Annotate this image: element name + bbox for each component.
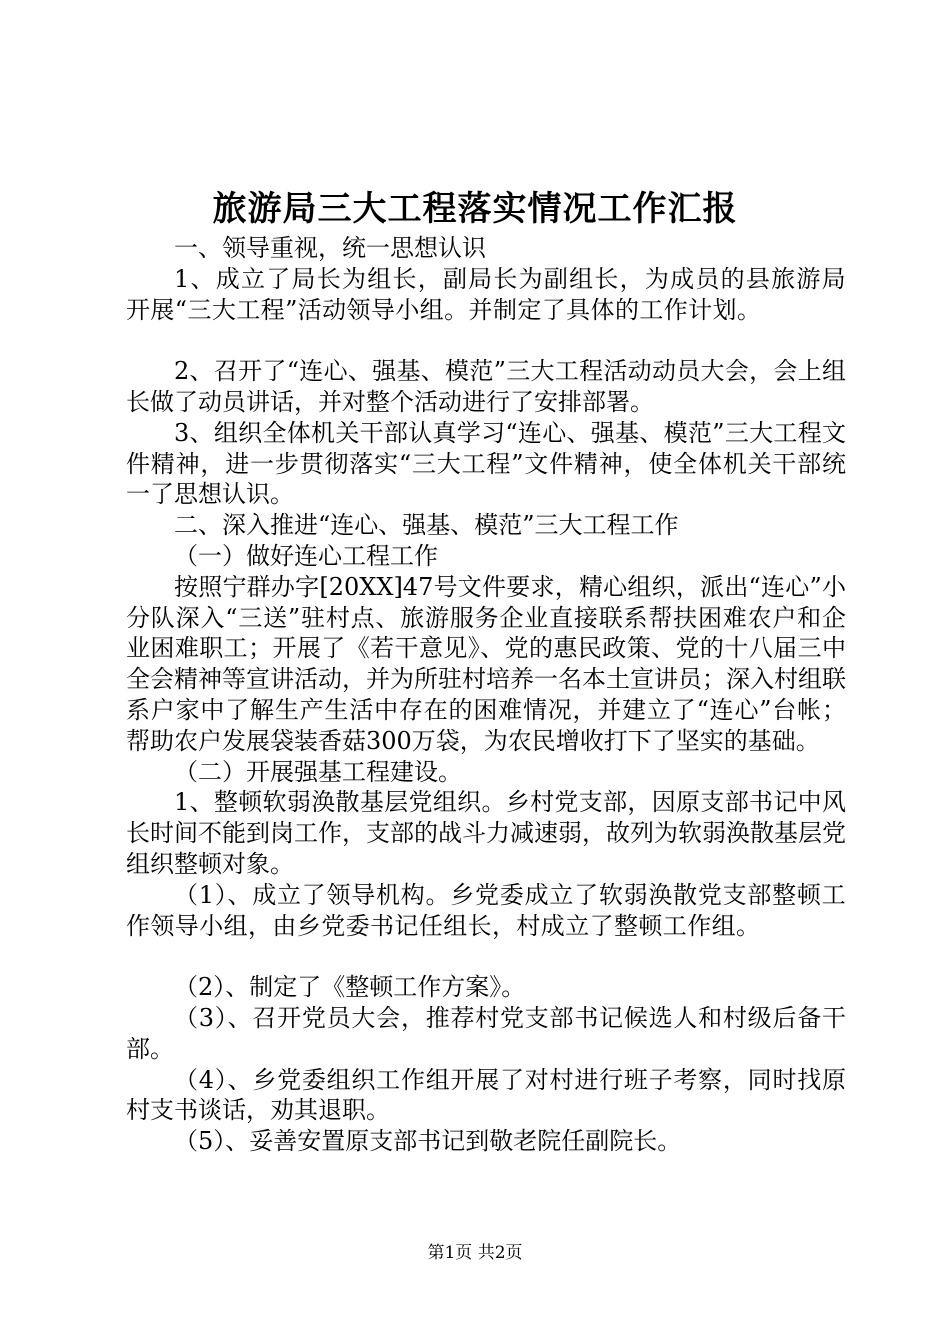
page-number: 第1页 共2页 (427, 1243, 523, 1263)
subsection-heading-2: （二）开展强基工程建设。 (174, 757, 462, 786)
subsection-heading-1: （一）做好连心工程工作 (174, 541, 438, 570)
paragraph-lianxin: 按照宁群办字[20XX]47号文件要求，精心组织，派出“连心”小分队深入“三送”驻村点、旅游服务企业直接联系帮扶困难农户和企业困难职工；开展了《若干意见》、党的惠民政策、党的十八届三中全会精神等宣讲活动，并为所驻村培养一名本土宣讲员；深入村组联系户家中了解生产生活中存在的困难情况，并建立了“连心”台帐；帮助农户发展袋装香菇300万袋，为农民增收打下了坚实的基础。 (126, 572, 846, 755)
section-heading-2: 二、深入推进“连心、强基、模范”三大工程工作 (174, 511, 679, 540)
paragraph-step-1: （1）、成立了领导机构。乡党委成立了软弱涣散党支部整顿工作领导小组，由乡党委书记任组长，村成立了整顿工作组。 (126, 880, 846, 940)
paragraph-step-2: （2）、制定了《整顿工作方案》。 (174, 973, 526, 1002)
document-title: 旅游局三大工程落实情况工作汇报 (212, 189, 738, 229)
paragraph-step-4: （4）、乡党委组织工作组开展了对村进行班子考察，同时找原村支书谈话，劝其退职。 (126, 1065, 846, 1125)
paragraph-step-5: （5）、妥善安置原支部书记到敬老院任副院长。 (174, 1127, 682, 1156)
paragraph-step-3: （3）、召开党员大会，推荐村党支部书记候选人和村级后备干部。 (126, 1003, 846, 1063)
paragraph-item-3: 3、组织全体机关干部认真学习“连心、强基、模范”三大工程文件精神，进一步贯彻落实“三大工程”文件精神，使全体机关干部统一了思想认识。 (126, 418, 846, 509)
paragraph-item-1: 1、成立了局长为组长，副局长为副组长，为成员的县旅游局开展“三大工程”活动领导小组。并制定了具体的工作计划。 (126, 264, 846, 324)
paragraph-rectify: 1、整顿软弱涣散基层党组织。乡村党支部，因原支部书记中风长时间不能到岗工作，支部的战斗力减速弱，故列为软弱涣散基层党组织整顿对象。 (126, 788, 846, 878)
document-body (126, 233, 846, 1157)
paragraph-item-2: 2、召开了“连心、强基、模范”三大工程活动动员大会，会上组长做了动员讲话，并对整个活动进行了安排部署。 (126, 357, 846, 416)
section-heading-1: 一、领导重视，统一思想认识 (174, 234, 486, 262)
